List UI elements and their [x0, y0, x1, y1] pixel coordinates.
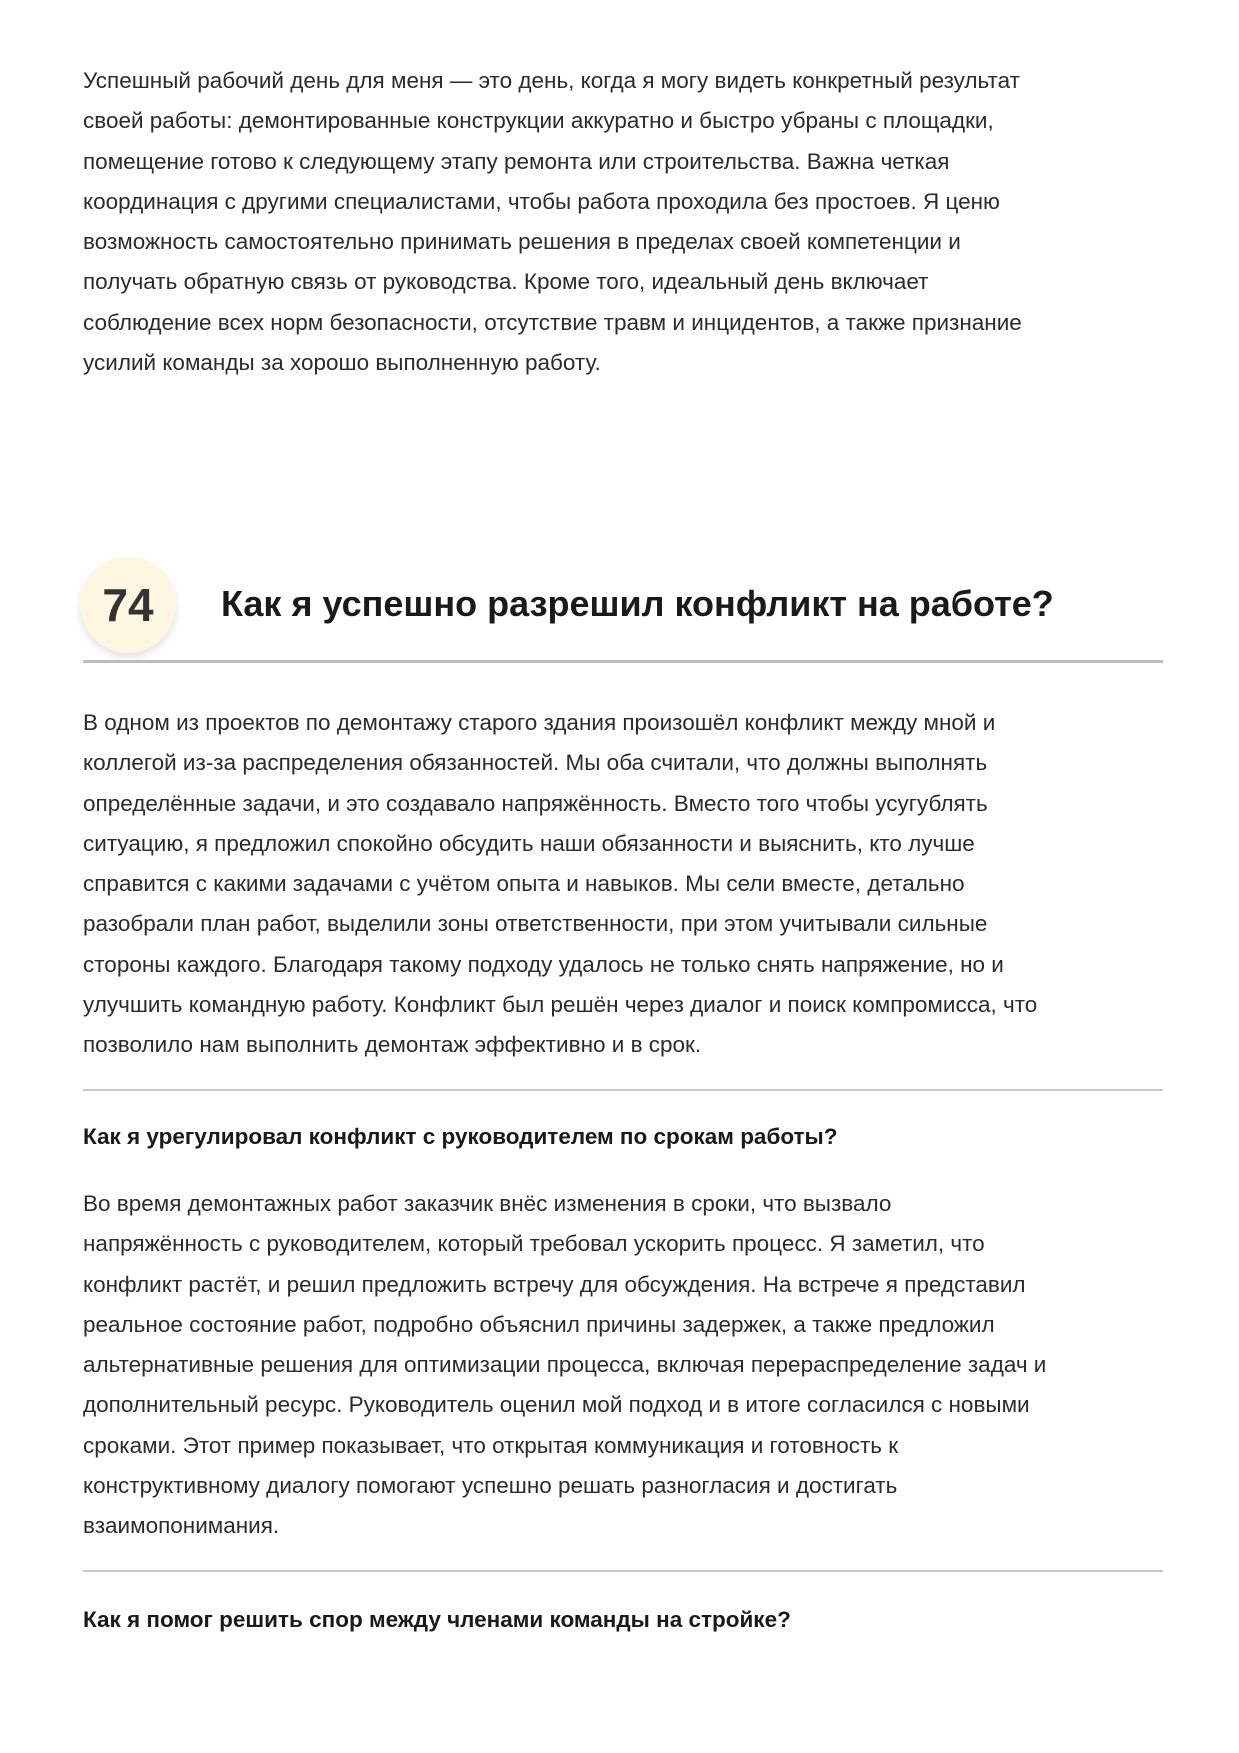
variant-title: Как я помог решить спор между членами команды на стройке? — [83, 1607, 791, 1632]
text-line: Во время демонтажных работ заказчик внёс изменения в сроки, что вызвало — [83, 1191, 892, 1216]
question-number-badge: 74 — [80, 557, 176, 653]
text-line: конфликт растёт, и решил предложить встречу для обсуждения. На встрече я представил — [83, 1271, 1026, 1297]
text-line: взаимопонимания. — [83, 1513, 280, 1539]
text-line: помещение готово к следующему этапу ремонта или строительства. Важна четкая — [83, 148, 950, 174]
question-title: Как я успешно разрешил конфликт на работе? — [221, 583, 1054, 624]
answer-paragraph — [83, 703, 1163, 1066]
text-line: ситуацию, я предложил спокойно обсудить наши обязанности и выяснить, кто лучше — [83, 830, 975, 856]
text-line: коллегой из-за распределения обязанностей. Мы оба считали, что должны выполнять — [83, 750, 988, 776]
text-line: своей работы: демонтированные конструкции аккуратно и быстро убраны с площадки, — [83, 108, 994, 134]
text-line: разобрали план работ, выделили зоны ответственности, при этом учитывали сильные — [83, 911, 988, 937]
divider — [83, 1089, 1163, 1091]
text-line: сроками. Этот пример показывает, что открытая коммуникация и готовность к — [83, 1432, 899, 1458]
text-line: позволило нам выполнить демонтаж эффективно и в срок. — [83, 1032, 702, 1058]
text-line: В одном из проектов по демонтажу старого здания произошёл конфликт между мной и — [83, 710, 996, 735]
text-line: возможность самостоятельно принимать решения в пределах своей компетенции и — [83, 229, 961, 255]
text-line: соблюдение всех норм безопасности, отсутствие травм и инцидентов, а также признание — [83, 309, 1022, 335]
divider — [83, 660, 1163, 663]
intro-paragraph — [83, 61, 1163, 383]
text-line: усилий команды за хорошо выполненную работу. — [83, 350, 601, 376]
text-line: Успешный рабочий день для меня — это день, когда я могу видеть конкретный результат — [83, 68, 1020, 93]
text-line: справится с какими задачами с учётом опыта и навыков. Мы сели вместе, детально — [83, 871, 965, 897]
text-line: определённые задачи, и это создавало напряжённость. Вместо того чтобы усугублять — [83, 790, 988, 816]
text-line: альтернативные решения для оптимизации процесса, включая перераспределение задач и — [83, 1352, 1047, 1378]
text-line: реальное состояние работ, подробно объяснил причины задержек, а также предложил — [83, 1311, 995, 1337]
text-line: улучшить командную работу. Конфликт был решён через диалог и поиск компромисса, что — [83, 992, 1038, 1018]
text-line: получать обратную связь от руководства. Кроме того, идеальный день включает — [83, 269, 929, 295]
divider — [83, 1570, 1163, 1572]
variant-title: Как я урегулировал конфликт с руководителем по срокам работы? — [83, 1124, 838, 1149]
text-line: конструктивному диалогу помогают успешно решать разногласия и достигать — [83, 1473, 898, 1499]
text-line: стороны каждого. Благодаря такому подходу удалось не только снять напряжение, но и — [83, 951, 1004, 977]
text-line: напряжённость с руководителем, который требовал ускорить процесс. Я заметил, что — [83, 1231, 985, 1257]
text-line: дополнительный ресурс. Руководитель оценил мой подход и в итоге согласился с новыми — [83, 1392, 1030, 1418]
text-line: координация с другими специалистами, чтобы работа проходила без простоев. Я ценю — [83, 188, 1000, 214]
variant-paragraph — [83, 1184, 1163, 1547]
